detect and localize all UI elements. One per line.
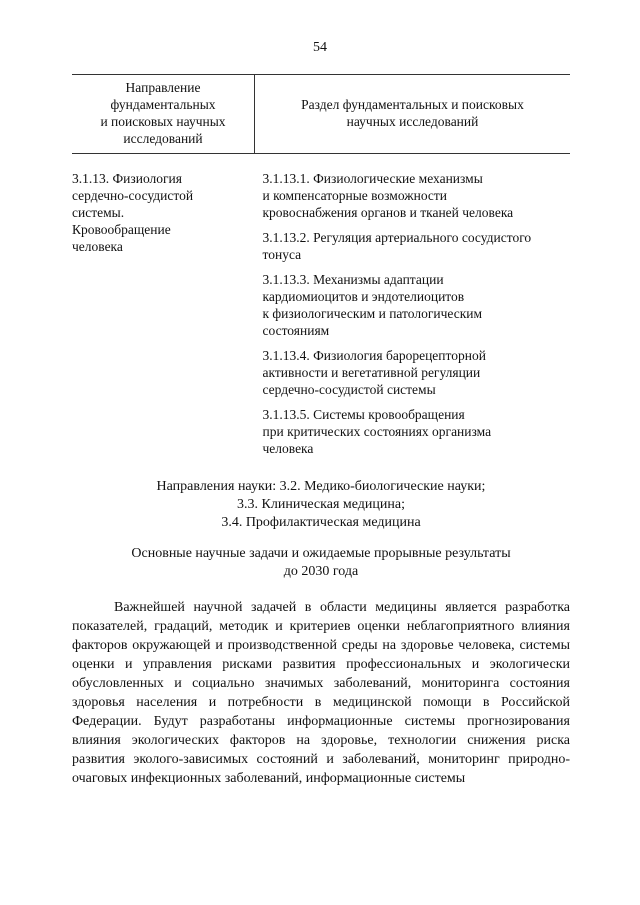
header-section-line: научных исследований: [346, 114, 479, 129]
direction-line: 3.1.13. Физиология: [72, 171, 182, 186]
direction-line: системы.: [72, 205, 125, 220]
subsection-line: к физиологическим и патологическим: [262, 306, 483, 321]
header-section-line: Раздел фундаментальных и поисковых: [301, 97, 524, 112]
header-direction-line: Направление: [125, 80, 201, 95]
page-number: 54: [313, 40, 327, 55]
research-table: [72, 74, 570, 465]
subsection-item: [263, 347, 571, 398]
science-direction-line: 3.3. Клиническая медицина;: [237, 497, 405, 512]
subsection-item: [263, 170, 571, 221]
direction-line: Кровообращение: [72, 222, 171, 237]
subsection-line: состояниям: [262, 323, 330, 338]
subsection-line: при критических состояниях организма: [262, 424, 492, 439]
science-direction-line: 3.4. Профилактическая медицина: [221, 515, 421, 530]
subsection-line: и компенсаторные возможности: [262, 188, 448, 203]
direction-line: сердечно-сосудистой: [72, 188, 194, 203]
subsection-item: [263, 271, 571, 339]
subsection-line: кардиомиоцитов и эндотелиоцитов: [262, 289, 465, 304]
direction-line: человека: [72, 239, 123, 254]
table-row: [72, 154, 570, 466]
subsection-line: активности и вегетативной регуляции: [262, 365, 481, 380]
section-heading: [72, 545, 570, 581]
subsection-line: человека: [262, 441, 314, 456]
subsection-line: сердечно-сосудистой системы: [262, 382, 436, 397]
subsection-line: 3.1.13.4. Физиология барорецепторной: [262, 348, 486, 363]
subsection-item: [263, 229, 571, 263]
science-directions: [72, 478, 570, 532]
subsection-line: 3.1.13.1. Физиологические механизмы: [262, 171, 483, 186]
header-direction: [72, 75, 255, 154]
subsection-line: 3.1.13.5. Системы кровообращения: [262, 407, 465, 422]
header-direction-line: фундаментальных: [110, 97, 216, 112]
subsection-line: 3.1.13.3. Механизмы адаптации: [262, 272, 444, 287]
section-heading-line: Основные научные задачи и ожидаемые прорывные результаты: [131, 546, 511, 561]
subsection-line: тонуса: [262, 247, 302, 262]
header-direction-line: исследований: [123, 131, 203, 146]
body-paragraph: Важнейшей научной задачей в области медицины является разработка показателей, градаций, методик и критериев оценки неблагоприятного влияния факторов окружающей и производственной среды на здоровье человека, системы оценки и управления рисками развития профессиональных и экологически обусловленных и социально значимых заболеваний, мониторинга состояния здоровья населения и потребности в медицинской помощи в Российской Федерации. Будут разработаны информационные системы прогнозирования влияния экологических факторов на здоровье, технологии снижения риска развития эколого-зависимых состояний и заболеваний, мониторинг природно-очаговых инфекционных заболеваний, информационные системы: [72, 600, 570, 786]
subsection-line: кровоснабжения органов и тканей человека: [262, 205, 514, 220]
subsections-cell: [255, 154, 571, 466]
subsection-line: 3.1.13.2. Регуляция артериального сосудистого: [262, 230, 532, 245]
section-heading-line: до 2030 года: [283, 564, 359, 579]
header-direction-line: и поисковых научных: [100, 114, 226, 129]
subsection-item: [263, 406, 571, 457]
direction-cell: [72, 154, 255, 466]
science-direction-line: Направления науки: 3.2. Медико-биологические науки;: [156, 479, 486, 494]
header-section: [255, 75, 571, 154]
table-header-row: [72, 75, 570, 154]
